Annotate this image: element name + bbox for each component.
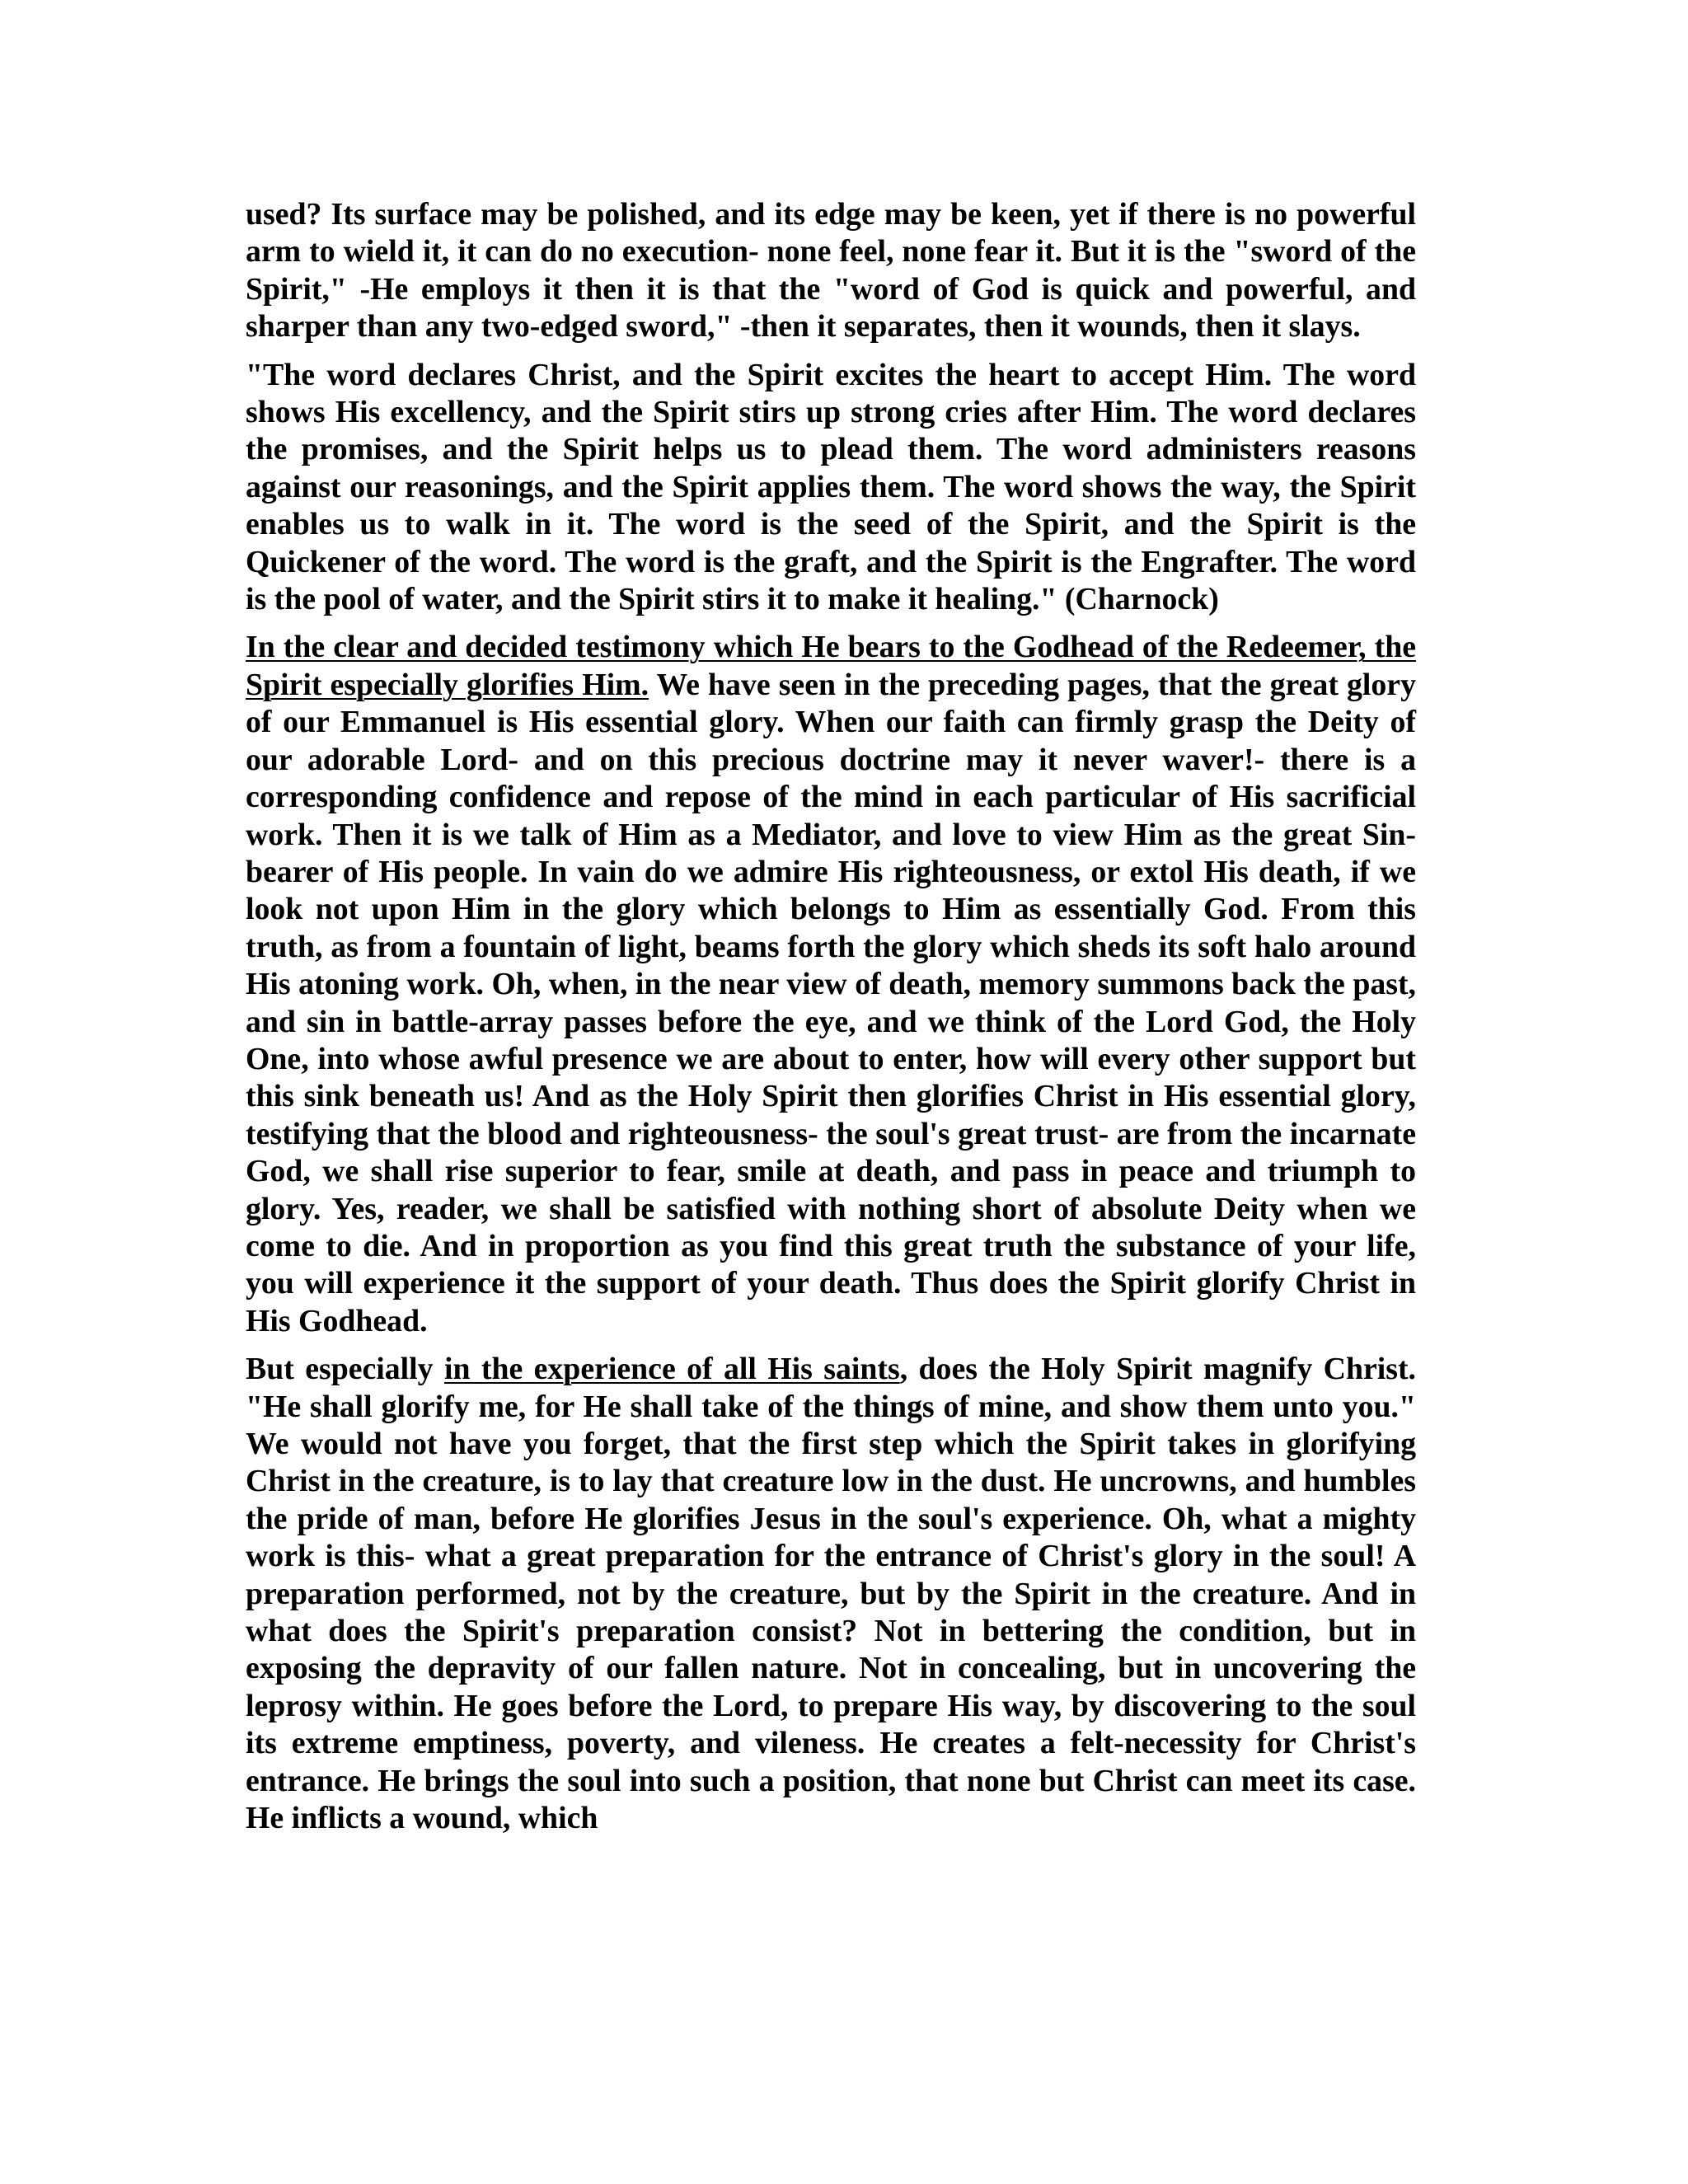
- paragraph-sword-of-spirit: used? Its surface may be polished, and its edge may be keen, yet if there is no powerful arm to wield it, it can do no execution- none feel, none fear it. But it is the "sword of the Spirit," -He employs it then it is that the "word of God is quick and powerful, and sharper than any two-edged sword," -then it separates, then it wounds, then it slays.: [246, 197, 1416, 344]
- paragraph-lead-text: But especially: [246, 1352, 444, 1387]
- underlined-phrase-saints: in the experience of all His saints: [443, 1352, 900, 1387]
- paragraph-experience-of-saints: [246, 1351, 1416, 1837]
- paragraph-body-text: , does the Holy Spirit magnify Christ. "He shall glorify me, for He shall take of the things of mine, and show them unto you." We would not have you forget, that the first step which the Spirit takes in glorifying Christ in the creature, is to lay that creature low in the dust. He uncrowns, and humbles the pride of man, before He glorifies Jesus in the soul's experience. Oh, what a mighty work is this- what a great preparation for the entrance of Christ's glory in the soul! A preparation performed, not by the creature, but by the Spirit in the creature. And in what does the Spirit's preparation consist? Not in bettering the condition, but in exposing the depravity of our fallen nature. Not in concealing, but in uncovering the leprosy within. He goes before the Lord, to prepare His way, by discovering to the soul its extreme emptiness, poverty, and vileness. He creates a felt-necessity for Christ's entrance. He brings the soul into such a position, that none but Christ can meet its case. He inflicts a wound, which: [246, 1352, 1416, 1836]
- paragraph-godhead-testimony: [246, 629, 1416, 1340]
- underlined-heading-godhead: In the clear and decided testimony which He bears to the Godhead of the Redeemer, the Spirit especially glorifies Him.: [246, 630, 1416, 702]
- paragraph-body-text: We have seen in the preceding pages, that the great glory of our Emmanuel is His essential glory. When our faith can firmly grasp the Deity of our adorable Lord- and on this precious doctrine may it never waver!- there is a corresponding confidence and repose of the mind in each particular of His sacrificial work. Then it is we talk of Him as a Mediator, and love to view Him as the great Sin-bearer of His people. In vain do we admire His righteousness, or extol His death, if we look not upon Him in the glory which belongs to Him as essentially God. From this truth, as from a fountain of light, beams forth the glory which sheds its soft halo around His atoning work. Oh, when, in the near view of death, memory summons back the past, and sin in battle-array passes before the eye, and we think of the Lord God, the Holy One, into whose awful presence we are about to enter, how will every other support but this sink beneath us! And as the Holy Spirit then glorifies Christ in His essential glory, testifying that the blood and righteousness- the soul's great trust- are from the incarnate God, we shall rise superior to fear, smile at death, and pass in peace and triumph to glory. Yes, reader, we shall be satisfied with nothing short of absolute Deity when we come to die. And in proportion as you find this great truth the substance of your life, you will experience it the support of your death. Thus does the Spirit glorify Christ in His Godhead.: [246, 667, 1416, 1338]
- document-page: [246, 196, 1416, 1848]
- paragraph-charnock-quote: "The word declares Christ, and the Spirit excites the heart to accept Him. The word shows His excellency, and the Spirit stirs up strong cries after Him. The word declares the promises, and the Spirit helps us to plead them. The word administers reasons against our reasonings, and the Spirit applies them. The word shows the way, the Spirit enables us to walk in it. The word is the seed of the Spirit, and the Spirit is the Quickener of the word. The word is the graft, and the Spirit is the Engrafter. The word is the pool of water, and the Spirit stirs it to make it healing." (Charnock): [246, 357, 1416, 617]
